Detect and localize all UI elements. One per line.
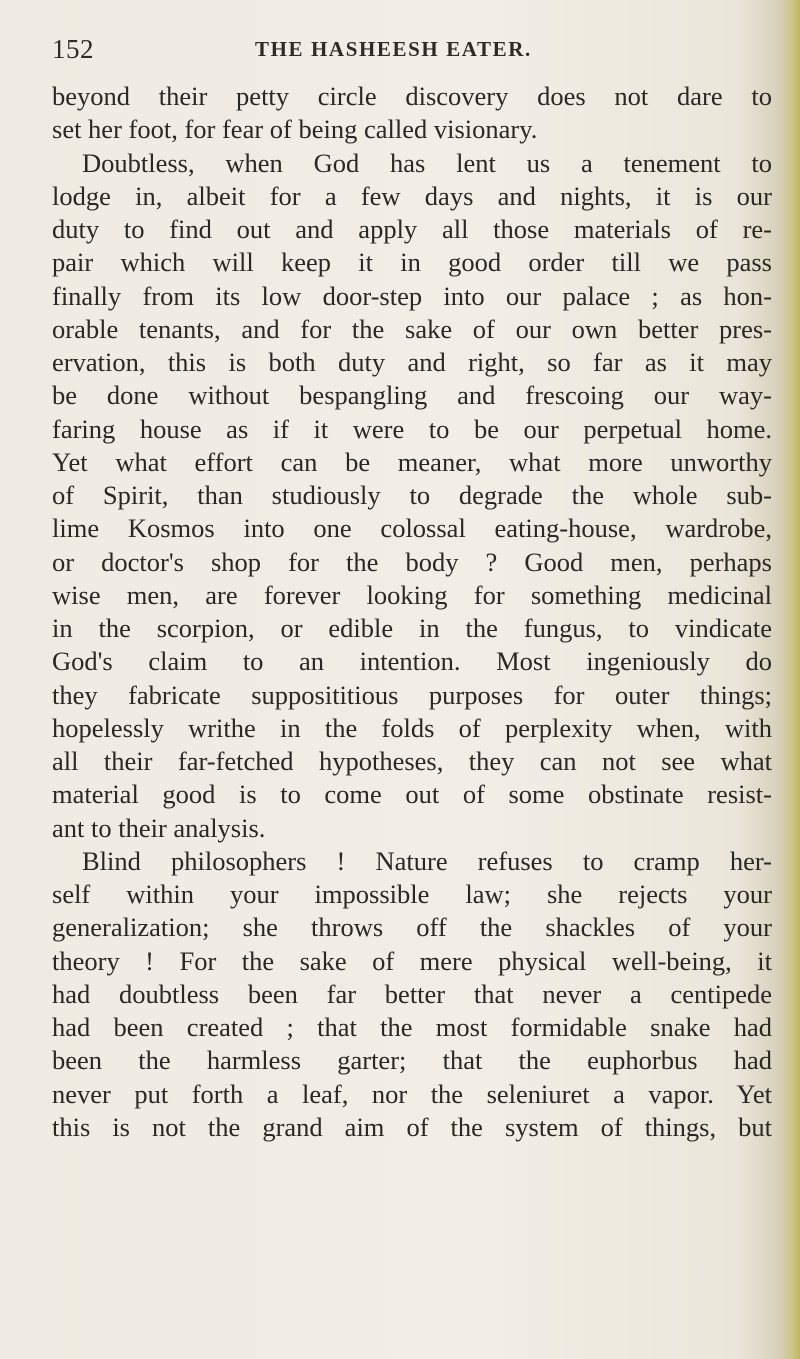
page-header bbox=[52, 34, 770, 74]
text-line: Blind philosophers ! Nature refuses to cramp her- bbox=[82, 845, 772, 876]
text-line: theory ! For the sake of mere physical well-being, it bbox=[52, 945, 772, 976]
running-head: THE HASHEESH EATER. bbox=[255, 37, 532, 61]
page-number: 152 bbox=[52, 34, 94, 64]
text-line: orable tenants, and for the sake of our own better pres- bbox=[52, 313, 772, 344]
text-line: they fabricate supposititious purposes for outer things; bbox=[52, 679, 772, 710]
text-line: ant to their analysis. bbox=[52, 812, 266, 843]
text-line: Doubtless, when God has lent us a tenement to bbox=[82, 147, 772, 178]
text-line: faring house as if it were to be our perpetual home. bbox=[52, 413, 772, 444]
text-line: or doctor's shop for the body ? Good men, perhaps bbox=[52, 546, 772, 577]
text-line: ervation, this is both duty and right, so far as it may bbox=[52, 347, 772, 377]
text-line: finally from its low door-step into our palace ; as hon- bbox=[52, 280, 772, 311]
page-edge bbox=[782, 0, 800, 1359]
text-line: material good is to come out of some obstinate resist- bbox=[52, 779, 772, 810]
text-line: pair which will keep it in good order till we pass bbox=[52, 247, 772, 278]
text-line: lime Kosmos into one colossal eating-house, wardrobe, bbox=[52, 513, 772, 544]
text-line: generalization; she throws off the shackles of your bbox=[52, 912, 772, 943]
text-line: duty to find out and apply all those materials of re- bbox=[52, 214, 772, 244]
text-line: this is not the grand aim of the system of things, but bbox=[52, 1111, 772, 1142]
text-line: never put forth a leaf, nor the seleniuret a vapor. Yet bbox=[52, 1078, 772, 1109]
text-line: been the harmless garter; that the euphorbus had bbox=[52, 1045, 772, 1076]
body-text bbox=[52, 80, 772, 1144]
text-line: beyond their petty circle discovery does not dare to bbox=[52, 81, 772, 111]
text-line: God's claim to an intention. Most ingeniously do bbox=[52, 646, 772, 677]
text-line: had been created ; that the most formidable snake had bbox=[52, 1012, 772, 1042]
text-line: set her foot, for fear of being called visionary. bbox=[52, 114, 538, 145]
text-line: in the scorpion, or edible in the fungus, to vindicate bbox=[52, 613, 772, 643]
text-line: be done without bespangling and frescoing our way- bbox=[52, 380, 772, 411]
text-line: hopelessly writhe in the folds of perplexity when, with bbox=[52, 712, 772, 743]
text-line: Yet what effort can be meaner, what more unworthy bbox=[52, 446, 772, 477]
text-line: self within your impossible law; she rejects your bbox=[52, 879, 772, 909]
text-line: had doubtless been far better that never a centipede bbox=[52, 978, 772, 1009]
text-line: wise men, are forever looking for something medicinal bbox=[52, 579, 772, 610]
text-line: lodge in, albeit for a few days and nights, it is our bbox=[52, 180, 772, 211]
text-line: of Spirit, than studiously to degrade the whole sub- bbox=[52, 480, 772, 510]
text-line: all their far-fetched hypotheses, they can not see what bbox=[52, 746, 772, 776]
